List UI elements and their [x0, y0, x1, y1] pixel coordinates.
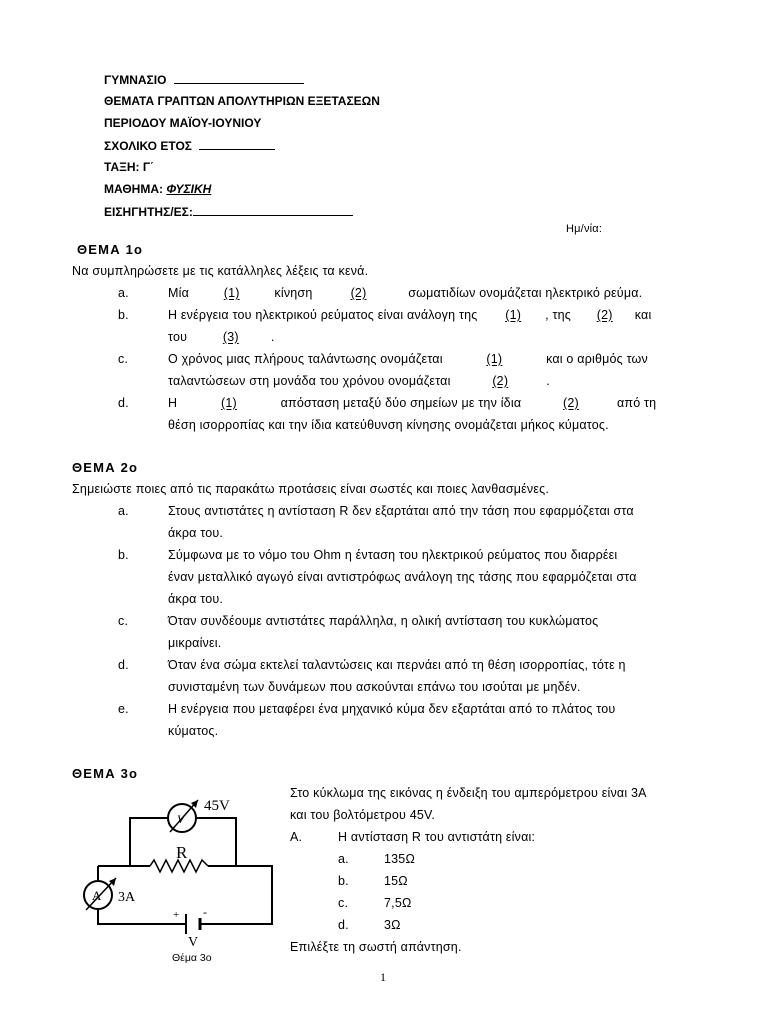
- subject-label: ΜΑΘΗΜΑ:: [104, 182, 163, 196]
- exam-title: ΘΕΜΑΤΑ ΓΡΑΠΤΩΝ ΑΠΟΛΥΤΗΡΙΩΝ ΕΞΕΤΑΣΕΩΝ: [104, 94, 380, 108]
- text-part: ταλαντώσεων στη μονάδα του χρόνου ονομάζεται: [168, 374, 451, 388]
- thema2-item-c-line2: μικραίνει.: [168, 636, 222, 650]
- thema2-item-e-label: e.: [118, 702, 129, 716]
- thema3-title: ΘΕΜΑ 3ο: [72, 766, 139, 781]
- ammeter-reading: 3A: [118, 890, 136, 905]
- text-part: σωματιδίων ονομάζεται ηλεκτρικό ρεύμα.: [408, 286, 643, 300]
- resistor-label: R: [176, 843, 188, 862]
- thema2-item-b-label: b.: [118, 548, 129, 562]
- thema1-item-b-label: b.: [118, 308, 129, 322]
- blank-1: (1): [220, 396, 237, 410]
- thema2-item-c-label: c.: [118, 614, 129, 628]
- date-label: Ημ/νία:: [566, 223, 603, 235]
- ammeter-letter: A: [92, 888, 102, 903]
- battery-plus: +: [173, 909, 180, 921]
- wire-right-top: [196, 818, 236, 866]
- option-b-label: b.: [338, 874, 349, 888]
- thema2-item-a-line2: άκρα του.: [168, 526, 224, 540]
- text-part: .: [270, 330, 275, 344]
- thema2-item-d-line1: Όταν ένα σώμα εκτελεί ταλαντώσεις και περνάει από τη θέση ισορροπίας, τότε η: [168, 658, 626, 672]
- wire-left-top: [130, 818, 168, 866]
- option-a-value: 135Ω: [384, 852, 416, 866]
- text-part: .: [546, 374, 550, 388]
- thema2-item-b-line3: άκρα του.: [168, 592, 224, 606]
- subject-value: ΦΥΣΙΚΗ: [166, 182, 212, 196]
- text-part: Η: [168, 396, 178, 410]
- thema3-question: Η αντίσταση R του αντιστάτη είναι:: [338, 830, 536, 844]
- option-c-value: 7,5Ω: [384, 896, 412, 910]
- text-part: Η ενέργεια του ηλεκτρικού ρεύματος είναι ανάλογη της: [168, 308, 478, 322]
- school-label: ΓΥΜΝΑΣΙΟ: [104, 73, 167, 87]
- text-part: από τη: [616, 396, 657, 410]
- option-b-value: 15Ω: [384, 874, 408, 888]
- text-part: , της: [545, 308, 572, 322]
- text-part: Μία: [168, 286, 190, 300]
- class-label: ΤΑΞΗ: Γ΄: [104, 160, 155, 174]
- thema2-item-e-line1: Η ενέργεια που μεταφέρει ένα μηχανικό κύμα δεν εξαρτάται από το πλάτος του: [168, 702, 616, 716]
- thema3-choose: Επιλέξτε τη σωστή απάντηση.: [290, 940, 462, 954]
- thema2-item-b-line1: Σύμφωνα με το νόμο του Ohm η ένταση του ηλεκτρικού ρεύματος που διαρρέει: [168, 548, 618, 562]
- thema2-item-d-label: d.: [118, 658, 129, 672]
- blank-1: (1): [505, 308, 522, 322]
- voltmeter-letter: V: [177, 812, 185, 826]
- figure-caption: Θέμα 3ο: [172, 952, 212, 964]
- thema2-item-b-line2: έναν μεταλλικό αγωγό είναι αντιστρόφως ανάλογη της τάσης που εφαρμόζεται στα: [168, 570, 637, 584]
- thema1-title: ΘΕΜΑ 1ο: [77, 242, 144, 257]
- thema3-question-label: Α.: [290, 830, 303, 844]
- option-d-label: d.: [338, 918, 349, 932]
- thema3-text-line1: Στο κύκλωμα της εικόνας η ένδειξη του αμπερόμετρου είναι 3Α: [290, 786, 647, 800]
- blank-1: (1): [223, 286, 240, 300]
- thema2-item-c-line1: Όταν συνδέουμε αντιστάτες παράλληλα, η ολική αντίσταση του κυκλώματος: [168, 614, 599, 628]
- thema1-item-d-line2: θέση ισορροπίας και την ίδια κατεύθυνση κίνησης ονομάζεται μήκος κύματος.: [168, 418, 609, 432]
- text-part: κίνηση: [274, 286, 313, 300]
- thema1-instruction: Να συμπληρώσετε με τις κατάλληλες λέξεις τα κενά.: [72, 264, 369, 278]
- thema1-item-a-label: a.: [118, 286, 129, 300]
- blank-1: (1): [486, 352, 503, 366]
- battery-minus: -: [203, 905, 207, 919]
- text-part: του: [168, 330, 188, 344]
- option-d-value: 3Ω: [384, 918, 401, 932]
- school-year-label: ΣΧΟΛΙΚΟ ΕΤΟΣ: [104, 139, 192, 153]
- exam-period: ΠΕΡΙΟΔΟΥ ΜΑΪΟΥ-ΙΟΥΝΙΟΥ: [104, 116, 262, 130]
- option-a-label: a.: [338, 852, 349, 866]
- blank-3: (3): [222, 330, 239, 344]
- thema3-text-line2: και του βολτόμετρου 45V.: [290, 808, 436, 822]
- blank-2: (2): [596, 308, 613, 322]
- thema1-item-c-label: c.: [118, 352, 129, 366]
- blank-2: (2): [562, 396, 579, 410]
- text-part: Ο χρόνος μιας πλήρους ταλάντωσης ονομάζεται: [168, 352, 443, 366]
- thema1-item-d-label: d.: [118, 396, 129, 410]
- thema2-item-a-line1: Στους αντιστάτες η αντίσταση R δεν εξαρτάται από την τάση που εφαρμόζεται στα: [168, 504, 634, 518]
- examiner-label: ΕΙΣΗΓΗΤΗΣ/ΕΣ:: [104, 205, 193, 219]
- text-part: και ο αριθμός των: [546, 352, 648, 366]
- battery-label: V: [188, 935, 199, 950]
- thema2-instruction: Σημειώστε ποιες από τις παρακάτω προτάσεις είναι σωστές και ποιες λανθασμένες.: [72, 482, 550, 496]
- thema2-item-d-line2: συνισταμένη των δυνάμεων που ασκούνται επάνω του ισούται με μηδέν.: [168, 680, 581, 694]
- page-number: 1: [380, 970, 386, 984]
- voltmeter-reading: 45V: [204, 798, 230, 814]
- blank-2: (2): [492, 374, 509, 388]
- thema2-item-e-line2: κύματος.: [168, 724, 219, 738]
- blank-2: (2): [350, 286, 367, 300]
- text-part: απόσταση μεταξύ δύο σημείων με την ίδια: [280, 396, 522, 410]
- thema2-title: ΘΕΜΑ 2ο: [72, 460, 139, 475]
- wire-resistor-right: [200, 866, 272, 924]
- text-part: και: [634, 308, 652, 322]
- option-c-label: c.: [338, 896, 349, 910]
- thema2-item-a-label: a.: [118, 504, 129, 518]
